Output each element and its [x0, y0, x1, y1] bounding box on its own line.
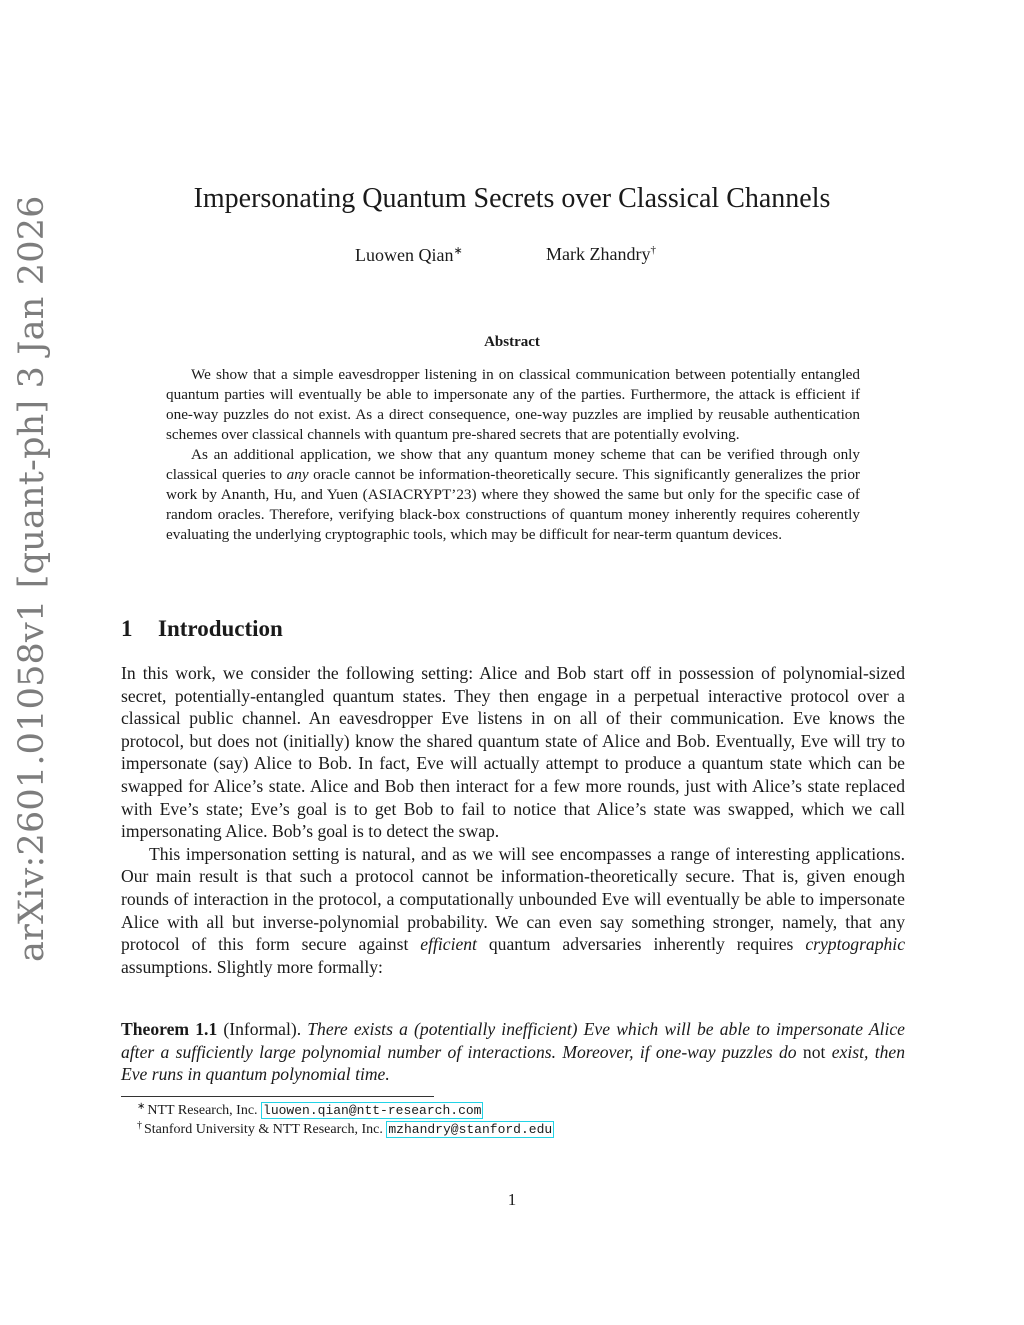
abstract-heading: Abstract: [484, 334, 540, 350]
footnote-mark: ∗: [137, 1101, 146, 1112]
theorem-1-1: [121, 1018, 905, 1086]
author-mark: ∗: [453, 245, 463, 257]
author-name: Mark Zhandry: [546, 244, 651, 264]
section-number: 1: [121, 616, 133, 641]
footnote-2: [137, 1120, 554, 1138]
author-qian: [355, 244, 463, 266]
arxiv-sidebar-id: arXiv:2601.01058v1 [quant-ph] 3 Jan 2026: [12, 195, 52, 962]
intro-body: [121, 662, 905, 978]
theorem-not: not: [802, 1041, 826, 1062]
abstract-paragraph-1: We show that a simple eavesdropper listening in on classical communication between potentially entangled quantum parties will eventually be able to impersonate any of the parties. Furthermore, the attack is efficient if one-way puzzles do not exist. As a direct consequence, one-way puzzles are implied by reusable authentication schemes over classical channels with quantum pre-shared secrets that are potentially evolving.: [166, 366, 860, 443]
intro-text: assumptions. Slightly more formally:: [121, 956, 383, 977]
abstract-paragraph-2: [166, 445, 860, 545]
author-mark: †: [650, 244, 656, 256]
footnote-mark: †: [137, 1120, 142, 1131]
abstract: [166, 365, 860, 545]
footnote-text: NTT Research, Inc.: [147, 1103, 258, 1118]
email-link-zhandry[interactable]: mzhandry@stanford.edu: [388, 1122, 553, 1137]
footnote-rule: [121, 1096, 434, 1097]
email-link-qian[interactable]: luowen.qian@ntt-research.com: [263, 1103, 482, 1118]
section-title: Introduction: [158, 616, 283, 641]
section-heading: [121, 616, 283, 642]
intro-emphasis: efficient: [420, 934, 477, 955]
intro-paragraph-1: In this work, we consider the following setting: Alice and Bob start off in possession of polynomial-sized secret, potentially-entangled quantum states. They then engage in a perpetual interactive protocol over a classical public channel. An eavesdropper Eve listens in on all of their communication. Eve knows the protocol, but does not (initially) know the shared quantum state of Alice and Bob. Eventually, Eve will try to impersonate (say) Alice to Bob. In fact, Eve will actually attempt to produce a quantum state which can be swapped for Alice’s state. Alice and Bob then interact for a few more rounds, just with Alice’s state replaced with Eve’s state; Eve’s goal is to get Bob to fail to notice that Alice’s state was swapped, which we call impersonating Alice. Bob’s goal is to detect the swap.: [121, 663, 905, 842]
page-number: 1: [507, 1190, 517, 1209]
intro-text: quantum adversaries inherently requires: [476, 934, 806, 955]
intro-paragraph-2: [121, 843, 905, 979]
author-name: Luowen Qian: [355, 245, 454, 265]
theorem-text: exist, then Eve runs in quantum polynomial time.: [121, 1041, 905, 1085]
abstract-emphasis: any: [286, 466, 309, 483]
intro-text: This impersonation setting is natural, and as we will see encompasses a range of interesting applications. Our main result is that such a protocol cannot be information-theoretically secure. That is, given enough rounds of interaction in the protocol, a computationally unbounded Eve will eventually be able to impersonate Alice with all but inverse-polynomial probability. We can even say something stronger, namely, that any protocol of this form secure against: [121, 843, 905, 955]
theorem-qualifier: (Informal).: [223, 1019, 302, 1039]
abstract-text: oracle cannot be information-theoretically secure. This significantly generalizes the prior work by Ananth, Hu, and Yuen (ASIACRYPT’23) where they showed the same but only for the specific case of random oracles. Therefore, verifying black-box constructions of quantum money inherently requires coherently evaluating the underlying cryptographic tools, which may be difficult for near-term quantum devices.: [166, 466, 860, 543]
theorem-text: There exists a (potentially inefficient) Eve which will be able to impersonate Alice after a sufficiently large polynomial number of interactions. Moreover, if one-way puzzles do: [121, 1019, 905, 1062]
footnote-text: Stanford University & NTT Research, Inc.: [144, 1122, 383, 1137]
theorem-label: Theorem 1.1: [121, 1019, 218, 1039]
intro-emphasis: cryptographic: [805, 934, 906, 955]
abstract-text: As an additional application, we show that any quantum money scheme that can be verified through only classical queries to: [166, 446, 860, 483]
footnote-1: [137, 1101, 483, 1119]
paper-title: Impersonating Quantum Secrets over Classical Channels: [193, 183, 831, 214]
author-zhandry: [546, 244, 656, 265]
